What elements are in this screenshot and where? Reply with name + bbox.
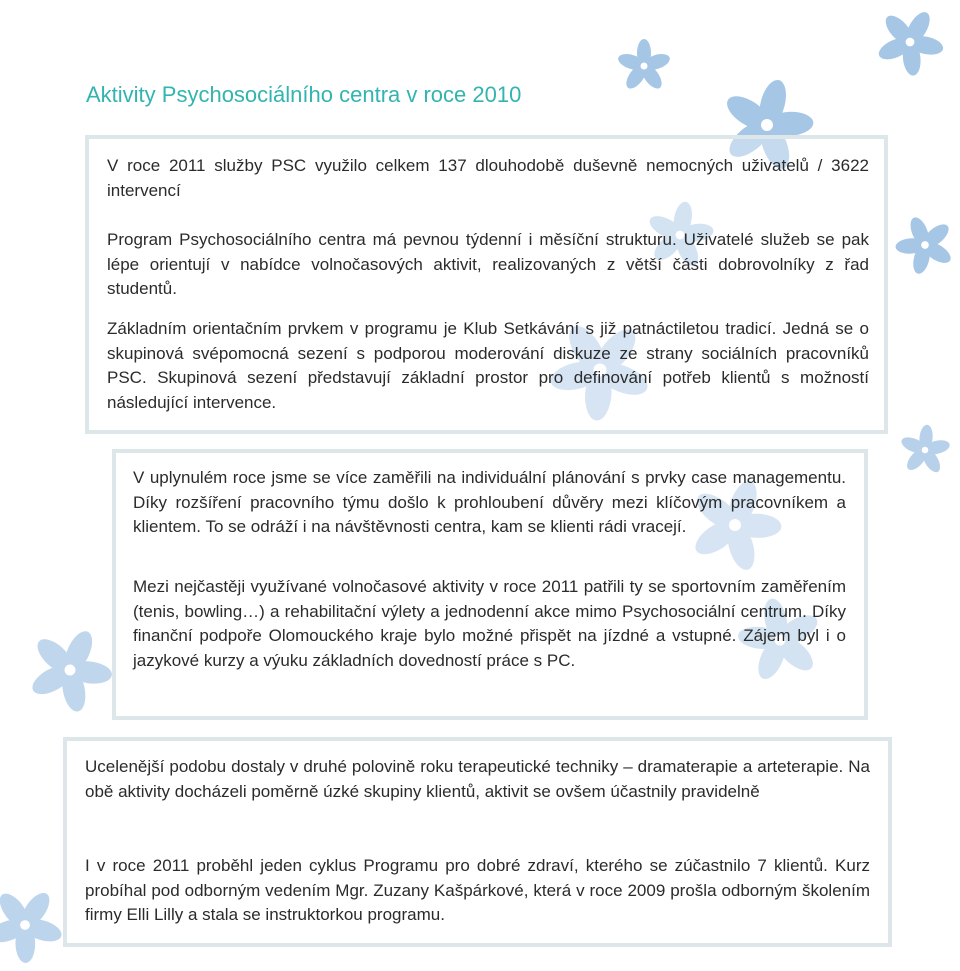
paragraph: Mezi nejčastěji využívané volnočasové aktivity v roce 2011 patřili ty se sportovním zaměřením (tenis, bowling…) a rehabilitační výlety a jednodenní akce mimo Psychosociální centrum. Díky finanční podpoře Olomouckého kraje bylo možné přispět na jízdné a vstupné. Zájem byl i o jazykové kurzy a výuku základních dovedností práce s PC. [133,577,846,670]
paragraph: Ucelenější podobu dostaly v druhé polovině roku terapeutické techniky – dramaterapie a arteterapie. Na obě aktivity docházeli poměrně úzké skupiny klientů, aktivit se ovšem účastnily pravidelně [85,757,870,801]
paragraph: V roce 2011 služby PSC využilo celkem 137 dlouhodobě duševně nemocných uživatelů / 3622 intervencí [107,156,869,200]
page-title: Aktivity Psychosociálního centra v roce 2010 [86,82,522,107]
flower-icon [890,210,960,280]
paragraph: V uplynulém roce jsme se více zaměřili na individuální plánování s prvky case managementu. Díky rozšíření pracovního týmu došlo k prohloubení důvěry mezi klíčovým pracovníkem a klientem. To se odráží i na návštěvnosti centra, kam se klienti rádi vracejí. [133,468,846,536]
paragraph: I v roce 2011 proběhl jeden cyklus Programu pro dobré zdraví, kterého se zúčastnilo 7 klientů. Kurz probíhal pod odborným vedením Mgr. Zuzany Kašpárkové, která v roce 2009 prošla odborným školením firmy Elli Lilly a stala se instruktorkou programu. [85,856,870,924]
paragraph: Program Psychosociálního centra má pevnou týdenní i měsíční strukturu. Uživatelé služeb se pak lépe orientují v nabídce volnočasových aktivit, realizovaných z větší části dobrovolníky z řad studentů. [107,230,869,298]
flower-icon [0,880,70,970]
flower-icon [20,620,120,720]
paragraph: Základním orientačním prvkem v programu je Klub Setkávání s již patnáctiletou tradicí. Jedná se o skupinová svépomocná sezení s podporou moderování diskuze ze strany sociálních pracovníků PSC. Skupinová sezení představují základní prostor pro definování potřeb klientů s možností následující intervence. [107,319,869,412]
flower-icon [612,34,676,98]
flower-icon [895,420,955,480]
flower-icon [870,2,950,82]
